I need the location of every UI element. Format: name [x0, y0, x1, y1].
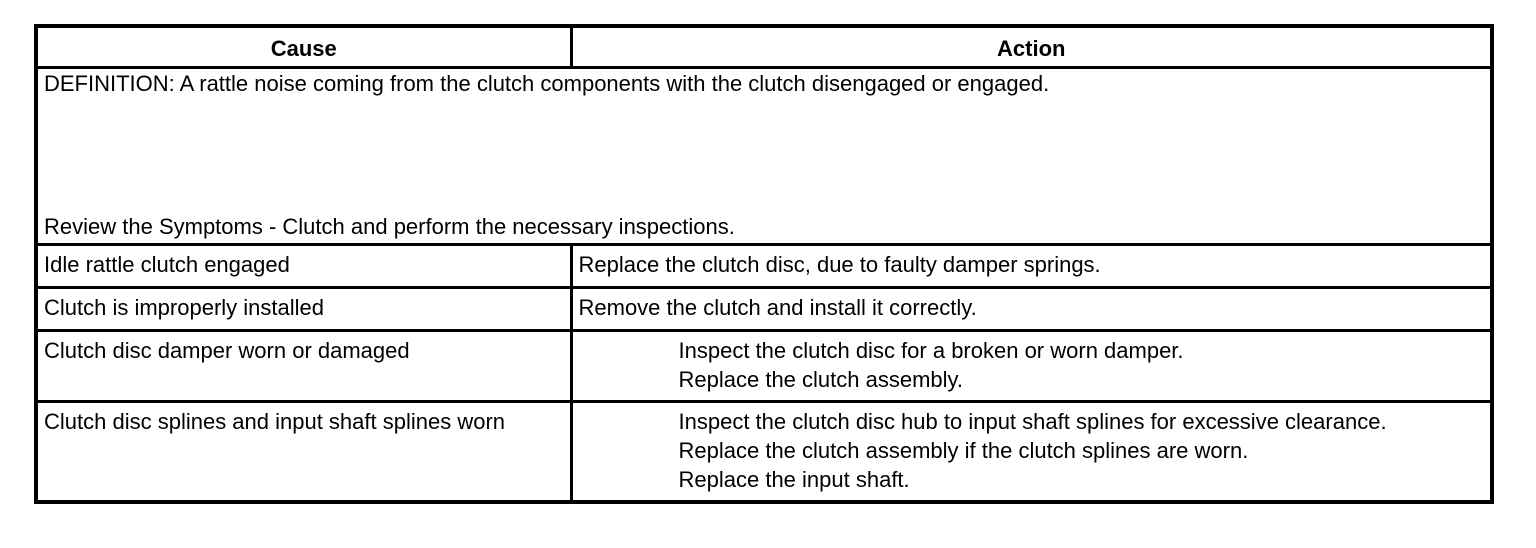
action-step: Replace the input shaft. [678, 467, 910, 492]
action-step: Inspect the clutch disc hub to input shaft splines for excessive clearance. [678, 409, 1387, 434]
definition-text: DEFINITION: A rattle noise coming from the clutch components with the clutch disengaged or engaged. [44, 71, 1050, 96]
cause-cell: Clutch disc splines and input shaft splines worn [36, 402, 571, 503]
action-steps [579, 336, 1485, 394]
table-row [36, 331, 1492, 402]
action-step: Inspect the clutch disc for a broken or worn damper. [678, 338, 1184, 363]
definition-cell [36, 68, 1492, 245]
action-cell: Replace the clutch disc, due to faulty damper springs. [571, 245, 1492, 288]
review-text: Review the Symptoms - Clutch and perform the necessary inspections. [44, 214, 735, 239]
cause-cell: Clutch is improperly installed [36, 288, 571, 331]
table-row [36, 402, 1492, 503]
cause-cell: Idle rattle clutch engaged [36, 245, 571, 288]
cause-header: Cause [36, 26, 571, 68]
action-cell: Remove the clutch and install it correctly. [571, 288, 1492, 331]
cause-cell: Clutch disc damper worn or damaged [36, 331, 571, 402]
table-row [36, 245, 1492, 288]
action-header: Action [571, 26, 1492, 68]
action-step: Replace the clutch assembly. [678, 367, 964, 392]
action-cell [571, 331, 1492, 402]
action-step: Replace the clutch assembly if the clutch splines are worn. [678, 438, 1249, 463]
definition-row [36, 68, 1492, 245]
table-row [36, 288, 1492, 331]
action-cell [571, 402, 1492, 503]
header-row [36, 26, 1492, 68]
action-steps [579, 407, 1485, 494]
diagnostic-table [34, 24, 1494, 504]
